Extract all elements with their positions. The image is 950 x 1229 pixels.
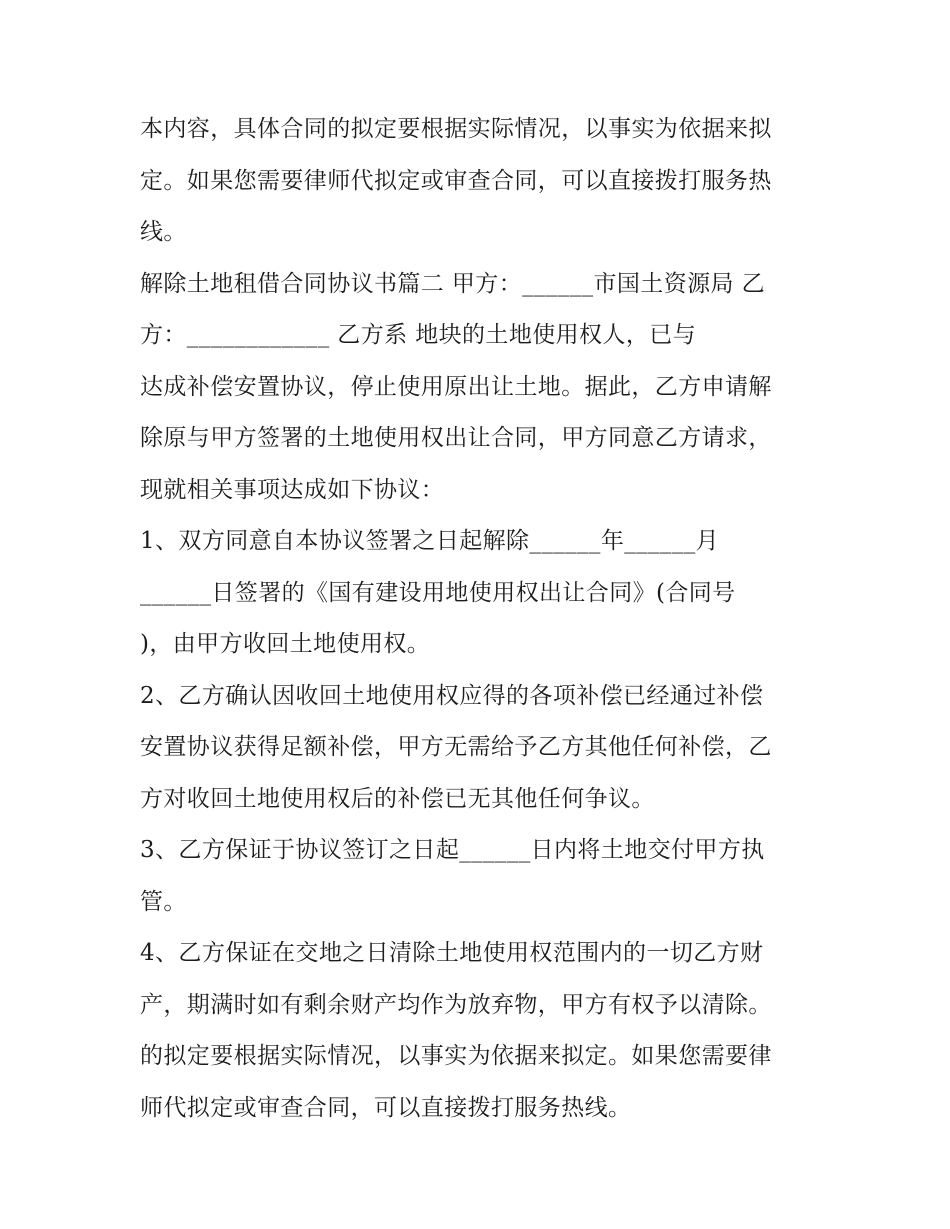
text-line: 方：____________ 乙方系 地块的土地使用权人，已与 bbox=[140, 322, 697, 348]
text-line: 现就相关事项达成如下协议： bbox=[140, 476, 445, 503]
text-line: 的拟定要根据实际情况，以事实为依据来拟定。如果您需要律 bbox=[140, 1043, 772, 1069]
text-line: ______日签署的《国有建设用地使用权出让合同》(合同号 bbox=[140, 579, 736, 606]
text-line: 管。 bbox=[140, 888, 187, 915]
text-line: 师代拟定或审查合同，可以直接拨打服务热线。 bbox=[140, 1094, 632, 1121]
text-line: 2、乙方确认因收回土地使用权应得的各项补偿已经通过补偿 bbox=[140, 682, 764, 709]
text-line: 线。 bbox=[140, 219, 187, 245]
text-line: 4、乙方保证在交地之日清除土地使用权范围内的一切乙方财 bbox=[140, 940, 764, 966]
text-line: 方对收回土地使用权后的补偿已无其他任何争议。 bbox=[140, 785, 655, 812]
text-line: )，由甲方收回土地使用权。 bbox=[140, 631, 431, 657]
text-line: 本内容，具体合同的拟定要根据实际情况，以事实为依据来拟 bbox=[140, 116, 772, 142]
text-line: 安置协议获得足额补偿，甲方无需给予乙方其他任何补偿，乙 bbox=[140, 734, 772, 760]
text-line: 1、双方同意自本协议签署之日起解除______年______月 bbox=[140, 528, 720, 554]
text-line: 解除土地租借合同协议书篇二 甲方：______市国土资源局 乙 bbox=[140, 270, 766, 297]
document-body bbox=[140, 104, 820, 1134]
text-line: 3、乙方保证于协议签订之日起______日内将土地交付甲方执 bbox=[140, 837, 765, 863]
text-line: 除原与甲方签署的土地使用权出让合同，甲方同意乙方请求， bbox=[140, 425, 772, 451]
text-line: 产，期满时如有剩余财产均作为放弃物，甲方有权予以清除。 bbox=[140, 991, 772, 1018]
text-line: 达成补偿安置协议，停止使用原出让土地。据此，乙方申请解 bbox=[140, 373, 772, 400]
text-line: 定。如果您需要律师代拟定或审查合同，可以直接拨打服务热 bbox=[140, 167, 772, 194]
